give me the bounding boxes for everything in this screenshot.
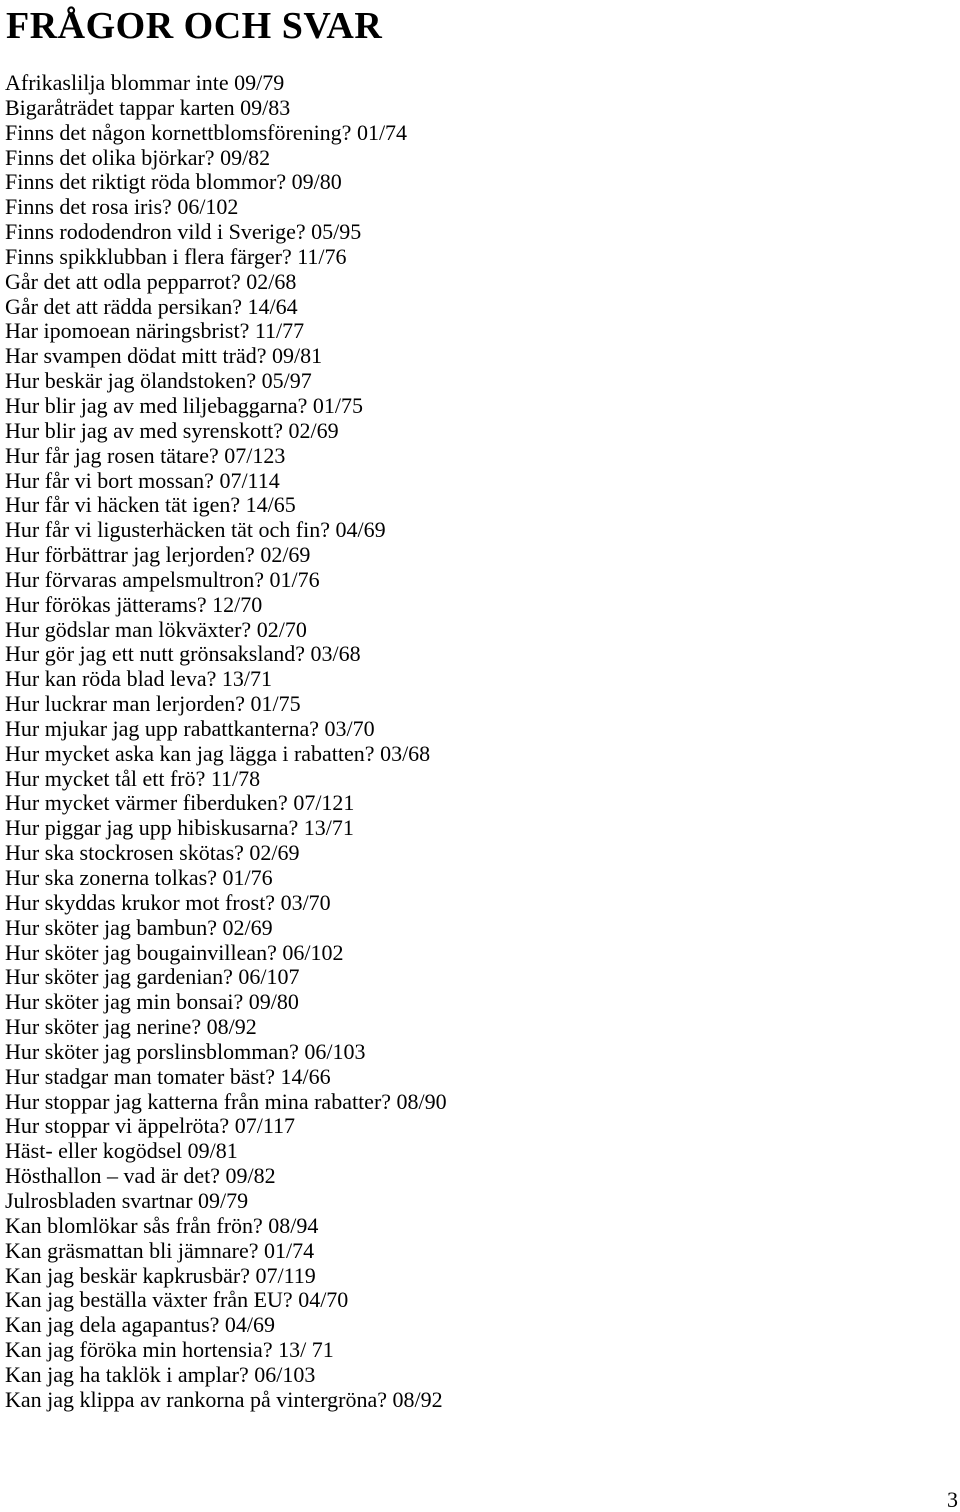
list-item: Finns det någon kornettblomsförening? 01/74 (5, 120, 408, 145)
list-item: Hur får jag rosen tätare? 07/123 (5, 443, 286, 468)
list-item: Afrikaslilja blommar inte 09/79 (5, 71, 285, 95)
list-item: Finns det riktigt röda blommor? 09/80 (5, 170, 342, 195)
list-item: Går det att rädda persikan? 14/64 (5, 294, 298, 319)
entry-list (5, 71, 945, 1413)
list-item: Hur gör jag ett nutt grönsaksland? 03/68 (5, 642, 361, 667)
list-item: Hur sköter jag bougainvillean? 06/102 (5, 940, 344, 965)
list-item: Kan blomlökar sås från frön? 08/94 (5, 1213, 319, 1238)
list-item: Hur mycket aska kan jag lägga i rabatten? 03/68 (5, 741, 431, 766)
list-item: Hur får vi bort mossan? 07/114 (5, 468, 280, 493)
list-item: Hur ska stockrosen skötas? 02/69 (5, 841, 300, 866)
page-number: 3 (947, 1487, 958, 1512)
list-item: Finns det rosa iris? 06/102 (5, 195, 239, 220)
list-item: Kan jag beskär kapkrusbär? 07/119 (5, 1263, 316, 1288)
list-item: Hur får vi häcken tät igen? 14/65 (5, 493, 296, 518)
list-item: Kan jag ha taklök i amplar? 06/103 (5, 1362, 316, 1387)
list-item: Hur gödslar man lökväxter? 02/70 (5, 617, 307, 642)
list-item: Hur sköter jag min bonsai? 09/80 (5, 990, 299, 1015)
list-item: Har ipomoean näringsbrist? 11/77 (5, 319, 305, 344)
list-item: Hur kan röda blad leva? 13/71 (5, 667, 272, 692)
list-item: Hur skyddas krukor mot frost? 03/70 (5, 890, 331, 915)
list-item: Finns rododendron vild i Sverige? 05/95 (5, 220, 362, 245)
list-item: Hur stoppar jag katterna från mina rabatter? 08/90 (5, 1089, 447, 1114)
list-item: Hur förökas jätterams? 12/70 (5, 592, 263, 617)
list-item: Kan jag föröka min hortensia? 13/ 71 (5, 1338, 334, 1363)
list-item: Kan jag klippa av rankorna på vintergröna? 08/92 (5, 1387, 443, 1412)
list-item: Hur mycket värmer fiberduken? 07/121 (5, 791, 355, 816)
list-item: Hur mjukar jag upp rabattkanterna? 03/70 (5, 716, 375, 741)
list-item: Finns det olika björkar? 09/82 (5, 145, 271, 170)
list-item: Kan gräsmattan bli jämnare? 01/74 (5, 1238, 315, 1263)
list-item: Hur förbättrar jag lerjorden? 02/69 (5, 543, 311, 568)
list-item: Hur ska zonerna tolkas? 01/76 (5, 866, 273, 890)
list-item: Hur luckrar man lerjorden? 01/75 (5, 692, 301, 717)
list-item: Går det att odla pepparrot? 02/68 (5, 269, 297, 294)
list-item: Hur stoppar vi äppelröta? 07/117 (5, 1114, 295, 1139)
list-item: Hur blir jag av med syrenskott? 02/69 (5, 418, 339, 443)
list-item: Julrosbladen svartnar 09/79 (5, 1188, 249, 1213)
list-item: Hur mycket tål ett frö? 11/78 (5, 766, 261, 791)
page-title: FRÅGOR OCH SVAR (6, 5, 383, 47)
list-item: Kan jag beställa växter från EU? 04/70 (5, 1288, 349, 1313)
list-item: Hur sköter jag porslinsblomman? 06/103 (5, 1039, 366, 1064)
list-item: Hur blir jag av med liljebaggarna? 01/75 (5, 393, 363, 418)
list-item: Hur sköter jag bambun? 02/69 (5, 915, 273, 940)
list-item: Hur piggar jag upp hibiskusarna? 13/71 (5, 816, 354, 841)
list-item: Hur förvaras ampelsmultron? 01/76 (5, 567, 320, 592)
list-item: Häst- eller kogödsel 09/81 (5, 1139, 238, 1164)
list-item: Hösthallon – vad är det? 09/82 (5, 1164, 276, 1189)
list-item: Hur sköter jag gardenian? 06/107 (5, 965, 300, 990)
list-item: Hur beskär jag ölandstoken? 05/97 (5, 369, 312, 394)
list-item: Finns spikklubban i flera färger? 11/76 (5, 244, 347, 269)
list-item: Hur sköter jag nerine? 08/92 (5, 1015, 257, 1040)
list-item: Kan jag dela agapantus? 04/69 (5, 1313, 276, 1338)
list-item: Hur stadgar man tomater bäst? 14/66 (5, 1064, 331, 1089)
list-item: Har svampen dödat mitt träd? 09/81 (5, 344, 323, 369)
list-item: Hur får vi ligusterhäcken tät och fin? 04/69 (5, 518, 386, 543)
list-item: Bigaråträdet tappar karten 09/83 (5, 95, 291, 120)
